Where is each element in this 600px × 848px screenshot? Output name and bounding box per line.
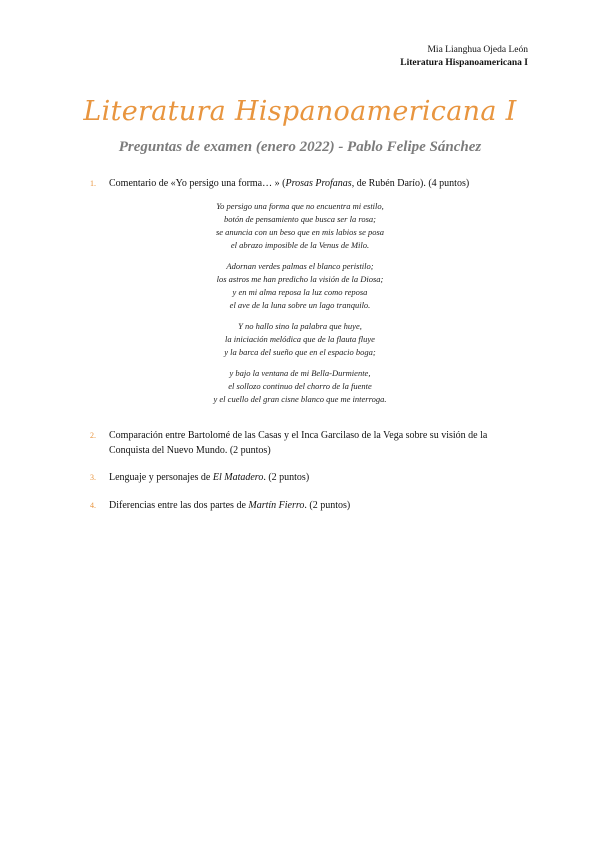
- question-text-part: Comentario de «Yo persigo una forma… » (: [109, 178, 286, 189]
- poem-stanza-3: [150, 320, 450, 359]
- poem-line: el abrazo imposible de la Venus de Milo.: [230, 240, 370, 250]
- question-number: 3.: [90, 473, 96, 482]
- poem-stanza-4: [150, 367, 450, 406]
- question-text-part: Diferencias entre las dos partes de: [109, 500, 249, 511]
- poem-stanza-2: [150, 260, 450, 312]
- poem-line: Y no hallo sino la palabra que huye,: [238, 321, 362, 331]
- poem-line: el sollozo continuo del chorro de la fuente: [228, 381, 372, 391]
- question-text: [109, 498, 530, 513]
- poem-line: y el cuello del gran cisne blanco que me interroga.: [213, 394, 387, 404]
- question-text: Comparación entre Bartolomé de las Casas y el Inca Garcilaso de la Vega sobre su visión de la Conquista del Nuevo Mundo. (2 puntos): [109, 430, 488, 456]
- question-item-4: [90, 498, 530, 513]
- document-title: Literatura Hispanoamericana I: [83, 96, 517, 127]
- poem-line: botón de pensamiento que busca ser la rosa;: [224, 214, 376, 224]
- poem-line: se anuncia con un beso que en mis labios se posa: [215, 227, 385, 237]
- course-name: Literatura Hispanoamericana I: [400, 58, 528, 68]
- question-item-2: [90, 428, 530, 458]
- question-text: [109, 470, 530, 485]
- author-name: Mia Lianghua Ojeda León: [427, 45, 528, 55]
- poem-line: y en mi alma reposa la luz como reposa: [232, 287, 368, 297]
- poem-line: Adornan verdes palmas el blanco peristilo;: [226, 261, 374, 271]
- poem-line: el ave de la luna sobre un lago tranquilo.: [229, 300, 371, 310]
- poem-excerpt: [150, 200, 450, 414]
- poem-line: los astros me han predicho la visión de la Diosa;: [216, 274, 384, 284]
- question-number: 2.: [90, 431, 96, 440]
- poem-stanza-1: [150, 200, 450, 252]
- question-text-part: , de Rubén Darío). (4 puntos): [351, 178, 470, 189]
- poem-line: Yo persigo una forma que no encuentra mi estilo,: [216, 201, 384, 211]
- question-text-part: . (2 puntos): [263, 472, 310, 483]
- poem-line: y la barca del sueño que en el espacio boga;: [224, 347, 376, 357]
- page-header: [400, 44, 528, 70]
- poem-line: la iniciación melódica que de la flauta fluye: [225, 334, 375, 344]
- poem-line: y bajo la ventana de mi Bella-Durmiente,: [229, 368, 371, 378]
- question-text-part: . (2 puntos): [304, 500, 351, 511]
- question-number: 4.: [90, 501, 96, 510]
- work-title: El Matadero: [212, 472, 264, 483]
- question-item-3: [90, 470, 530, 485]
- question-text-part: Lenguaje y personajes de: [109, 472, 213, 483]
- question-item-1: [90, 176, 530, 191]
- document-subtitle: Preguntas de examen (enero 2022) - Pablo Felipe Sánchez: [118, 139, 482, 155]
- work-title: Prosas Profanas: [285, 178, 352, 189]
- work-title: Martín Fierro: [248, 500, 305, 511]
- question-number: 1.: [90, 179, 96, 188]
- question-text: [109, 176, 530, 191]
